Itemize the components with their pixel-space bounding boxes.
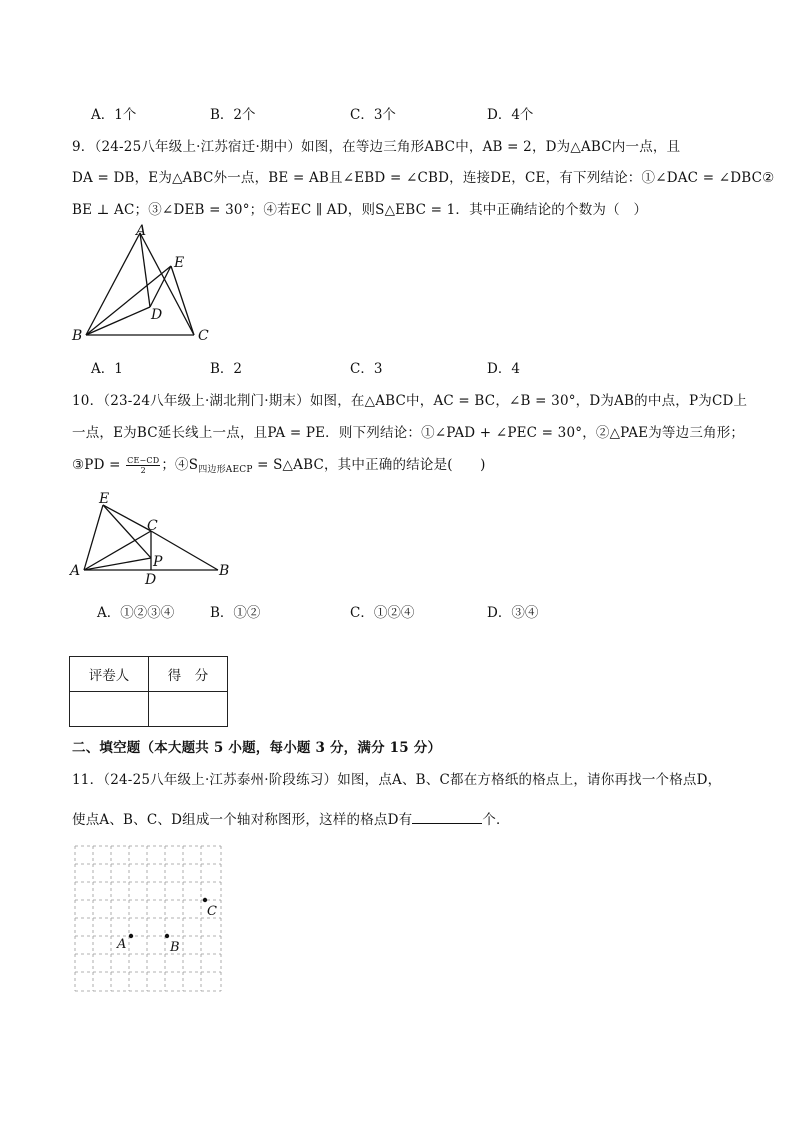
q9-label-a: A [136, 223, 147, 239]
q10-conclusion-4-label: ；④S [161, 457, 199, 473]
q9-figure [66, 220, 226, 345]
q10-option-b: B．①② [210, 605, 261, 621]
q8-option-d: D．4个 [487, 107, 534, 123]
q9-option-a: A．1 [91, 361, 123, 377]
q10-stem-line-2: 一点，E为BC延长线上一点，且PA = PE．则下列结论：①∠PAD + ∠PEC = 30°，②△PAE为等边三角形； [72, 425, 745, 441]
q10-label-d: D [145, 572, 157, 588]
q10-stem-line-1: 10．（23-24八年级上·湖北荆门·期末）如图，在△ABC中，AC = BC，∠B = 30°，D为AB的中点，P为CD上 [72, 393, 748, 409]
section-heading: 二、填空题（本大题共 5 小题，每小题 3 分，满分 15 分） [72, 740, 442, 756]
grader-cell [70, 692, 149, 727]
q10-label-e: E [99, 491, 110, 507]
q9-stem-line-3: BE ⊥ AC；③∠DEB = 30°；④若EC ∥ AD，则S△EBC = 1．其中正确结论的个数为（ ） [72, 202, 648, 218]
q10-option-d: D．③④ [487, 605, 539, 621]
q9-edge-ab [86, 233, 140, 335]
q9-option-b: B．2 [210, 361, 243, 377]
q10-label-a: A [70, 563, 81, 579]
q11-label-a: A [117, 937, 127, 952]
q10-stem-line-3-end: = S△ABC，其中正确的结论是( ) [252, 457, 486, 473]
q8-option-c: C．3个 [350, 107, 396, 123]
q10-fraction [126, 456, 160, 475]
q11-label-c: C [207, 904, 217, 919]
q10-fraction-denominator: 2 [140, 466, 146, 475]
q8-option-a: A．1个 [91, 107, 137, 123]
q9-stem-line-2: DA = DB，E为△ABC外一点，BE = AB且∠EBD = ∠CBD，连接DE，CE，有下列结论：①∠DAC = ∠DBC② [72, 170, 775, 186]
score-cell [149, 692, 228, 727]
q9-option-d: D．4 [487, 361, 520, 377]
q9-option-c: C．3 [350, 361, 383, 377]
point-c [203, 898, 207, 902]
q9-edge-ad [140, 233, 150, 307]
point-a [129, 934, 133, 938]
answer-blank [412, 811, 482, 824]
q9-label-e: E [174, 255, 185, 271]
grid-lines [75, 846, 221, 991]
q9-stem-line-1: 9．（24-25八年级上·江苏宿迁·期中）如图，在等边三角形ABC中，AB = 2，D为△ABC内一点，且 [72, 139, 681, 155]
q10-conclusion-3-label: ③PD = [72, 457, 121, 473]
q9-label-b: B [72, 328, 83, 344]
q11-stem-line-2-text: 使点A、B、C、D组成一个轴对称图形，这样的格点D有 [72, 812, 413, 828]
q11-label-b: B [170, 940, 180, 955]
q10-edge-ep [103, 505, 151, 558]
q10-label-b: B [219, 563, 230, 579]
point-b [165, 934, 169, 938]
q10-edge-ce [103, 505, 151, 531]
q10-option-c: C．①②④ [350, 605, 415, 621]
q10-label-c: C [147, 518, 158, 534]
q10-stem-line-3 [72, 453, 486, 475]
q10-fraction-numerator: CE−CD [127, 456, 160, 465]
q9-edge-bd [86, 307, 150, 335]
q8-option-b: B．2个 [210, 107, 256, 123]
score-header: 得 分 [149, 657, 228, 692]
q10-label-p: P [153, 554, 163, 570]
q11-stem-line-2 [72, 808, 510, 828]
q11-stem-line-2-end: 个． [482, 812, 510, 828]
q9-edge-be [86, 266, 171, 335]
q11-grid-figure [74, 845, 226, 993]
q11-stem-line-1: 11．（24-25八年级上·江苏泰州·阶段练习）如图，点A、B、C都在方格纸的格点上，请你再找一个格点D， [72, 772, 722, 788]
q9-edge-ec [171, 266, 194, 335]
q10-figure [66, 484, 241, 589]
q9-label-d: D [151, 307, 163, 323]
q9-label-c: C [198, 328, 209, 344]
score-table [69, 656, 228, 727]
q10-area-subscript: 四边形AECP [198, 465, 253, 475]
grader-header: 评卷人 [70, 657, 149, 692]
q10-option-a: A．①②③④ [97, 605, 175, 621]
